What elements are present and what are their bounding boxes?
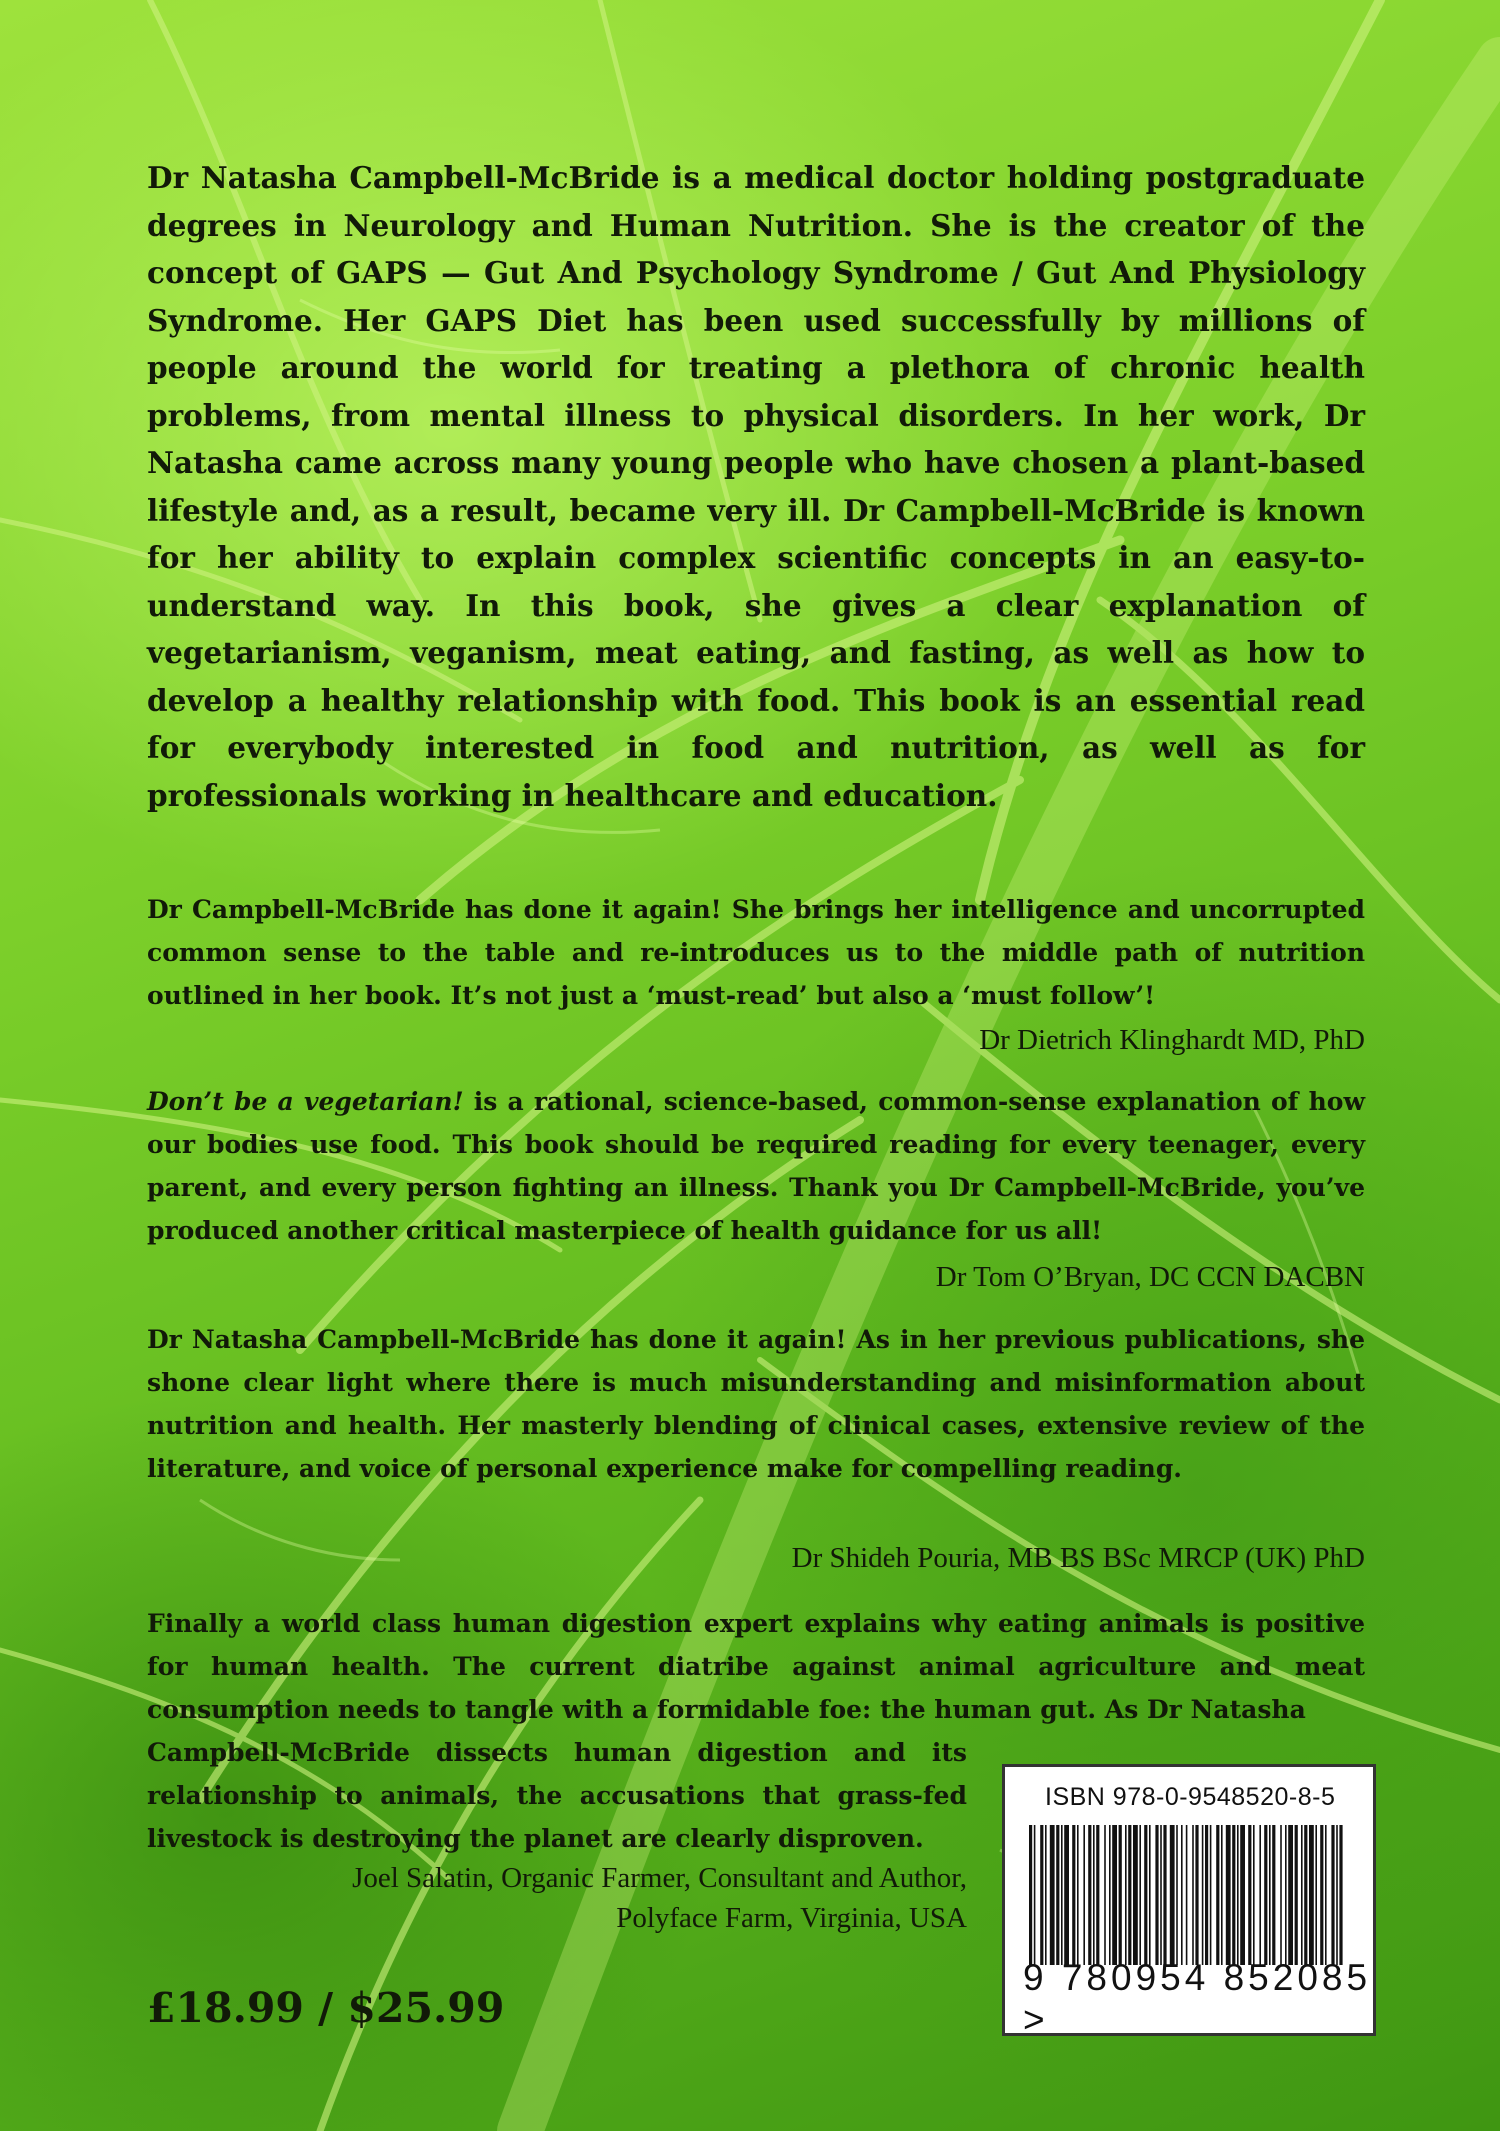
barcode-bar	[1309, 1825, 1314, 1965]
barcode-bar	[1045, 1825, 1047, 1965]
barcode-bar	[1181, 1825, 1183, 1965]
barcode-bar	[1325, 1825, 1327, 1965]
endorsement-quote-2-text: is a rational, science-based, common-sense explanation of how our bodies use food. This book should be required reading for every teenager, every parent, and every person fighting an illness. Thank you Dr Campbell-McBride, you’ve produced another critical masterpiece of health guidance for us all!	[147, 1087, 1366, 1245]
barcode-bar	[1295, 1825, 1298, 1965]
barcode-bar	[1202, 1825, 1204, 1965]
endorsement-quote-3: Dr Natasha Campbell-McBride has done it again! As in her previous publications, she shone clear light where there is much misunderstanding and misinformation about nutrition and health. Her masterly blending of clinical cases, extensive review of the literature, and voice of personal experience make for compelling reading.	[147, 1325, 1365, 1483]
barcode-bar	[1088, 1825, 1091, 1965]
barcode-bar	[1339, 1825, 1342, 1965]
barcode-bar	[1280, 1825, 1282, 1965]
barcode-bar	[1288, 1825, 1293, 1965]
barcode-bar	[1237, 1825, 1239, 1965]
barcode-bar	[1034, 1825, 1036, 1965]
barcode-bar	[1315, 1825, 1317, 1965]
barcode-bar	[1093, 1825, 1095, 1965]
author-bio: Dr Natasha Campbell-McBride is a medical doctor holding postgraduate degrees in Neurology and Human Nutrition. She is the creator of the concept of GAPS — Gut And Psychology Syndrome / Gut And Physiology Syndrome. Her GAPS Diet has been used successfully by millions of people around the world for treating a plethora of chronic health problems, from mental illness to physical disorders. In her work, Dr Natasha came across many young people who have chosen a plant-based lifestyle and, as a result, became very ill. Dr Campbell-McBride is known for her ability to explain complex scientific concepts in an easy-to-understand way. In this book, she gives a clear explanation of vegetarianism, veganism, meat eating, and fasting, as well as how to develop a healthy relationship with food. This book is an essential read for everybody interested in food and nutrition, as well as for professionals working in healthcare and education.	[147, 160, 1365, 813]
barcode-bar	[1155, 1825, 1158, 1965]
barcode-bar	[1072, 1825, 1075, 1965]
barcode-bar	[1216, 1825, 1219, 1965]
barcode-bars	[1025, 1825, 1347, 1965]
isbn-label: ISBN 978-0-9548520-8-5	[1045, 1783, 1336, 1811]
endorsement-attribution-2: Dr Tom O’Bryan, DC CCN DACBN	[935, 1261, 1365, 1293]
barcode-bar	[1186, 1825, 1188, 1965]
barcode-digits: 9 780954 852085 >	[1023, 1957, 1372, 2040]
barcode-bar	[1170, 1825, 1175, 1965]
attribution-4-line-1: Joel Salatin, Organic Farmer, Consultant and Author,	[352, 1862, 967, 1894]
barcode-bar	[1192, 1825, 1194, 1965]
book-title: Don’t be a vegetarian!	[147, 1087, 464, 1116]
barcode-bar	[1259, 1825, 1261, 1965]
endorsement-attribution-3: Dr Shideh Pouria, MB BS BSc MRCP (UK) PhD	[791, 1542, 1365, 1574]
barcode-bar	[1336, 1825, 1338, 1965]
barcode-bar	[1104, 1825, 1106, 1965]
barcode-bar	[1083, 1825, 1085, 1965]
endorsement-attribution-4	[147, 1858, 967, 1938]
barcode-bar	[1232, 1825, 1235, 1965]
barcode-bar	[1195, 1825, 1198, 1965]
barcode-bar	[1248, 1825, 1251, 1965]
endorsement-quote-4-part-2: Campbell-McBride dissects human digestion and its relationship to animals, the accusations that grass-fed livestock is destroying the planet are clearly disproven.	[147, 1738, 967, 1853]
barcode-bar	[1205, 1825, 1208, 1965]
barcode-bar	[1112, 1825, 1117, 1965]
barcode-bar	[1269, 1825, 1271, 1965]
barcode-bar	[1064, 1825, 1069, 1965]
barcode-bar	[1176, 1825, 1178, 1965]
barcode-bar	[1119, 1825, 1122, 1965]
barcode-bar	[1139, 1825, 1141, 1965]
barcode-bar	[1125, 1825, 1127, 1965]
endorsement-quote-4-part-1: Finally a world class human digestion expert explains why eating animals is positive for human health. The current diatribe against animal agriculture and meat consumption needs to tangle with a formidable foe: the human gut. As Dr Natasha	[147, 1609, 1365, 1724]
barcode-bar	[1285, 1825, 1287, 1965]
endorsement-quote-1: Dr Campbell-McBride has done it again! She brings her intelligence and uncorrupted common sense to the table and re-introduces us to the middle path of nutrition outlined in her book. It’s not just a ‘must-read’ but also a ‘must follow’!	[147, 895, 1365, 1010]
barcode-bar	[1240, 1825, 1245, 1965]
barcode-bar	[1331, 1825, 1334, 1965]
barcode-bar	[1061, 1825, 1063, 1965]
barcode-bar	[1264, 1825, 1267, 1965]
price: £18.99 / $25.99	[147, 1984, 505, 2032]
barcode-bar	[1029, 1825, 1032, 1965]
barcode-bar	[1109, 1825, 1111, 1965]
barcode-bar	[1304, 1825, 1307, 1965]
isbn-barcode	[1002, 1764, 1376, 2040]
barcode-bar	[1144, 1825, 1147, 1965]
barcode-bar	[1133, 1825, 1138, 1965]
attribution-4-line-2: Polyface Farm, Virginia, USA	[616, 1902, 967, 1934]
barcode-bar	[1128, 1825, 1131, 1965]
barcode-bar	[1253, 1825, 1255, 1965]
barcode-bar	[1050, 1825, 1055, 1965]
barcode-bar	[1160, 1825, 1162, 1965]
barcode-bar	[1320, 1825, 1323, 1965]
barcode-bar	[1096, 1825, 1099, 1965]
barcode-bar	[1056, 1825, 1059, 1965]
barcode-bar	[1040, 1825, 1043, 1965]
barcode-bar	[1077, 1825, 1079, 1965]
endorsement-quote-2	[147, 1080, 1365, 1252]
barcode-bar	[1163, 1825, 1166, 1965]
barcode-bar	[1301, 1825, 1303, 1965]
barcode-bar	[1272, 1825, 1275, 1965]
barcode-bar	[1221, 1825, 1223, 1965]
barcode-bar	[1226, 1825, 1231, 1965]
barcode-bar	[1149, 1825, 1151, 1965]
endorsement-attribution-1: Dr Dietrich Klinghardt MD, PhD	[979, 1024, 1365, 1056]
barcode-bar	[1210, 1825, 1212, 1965]
